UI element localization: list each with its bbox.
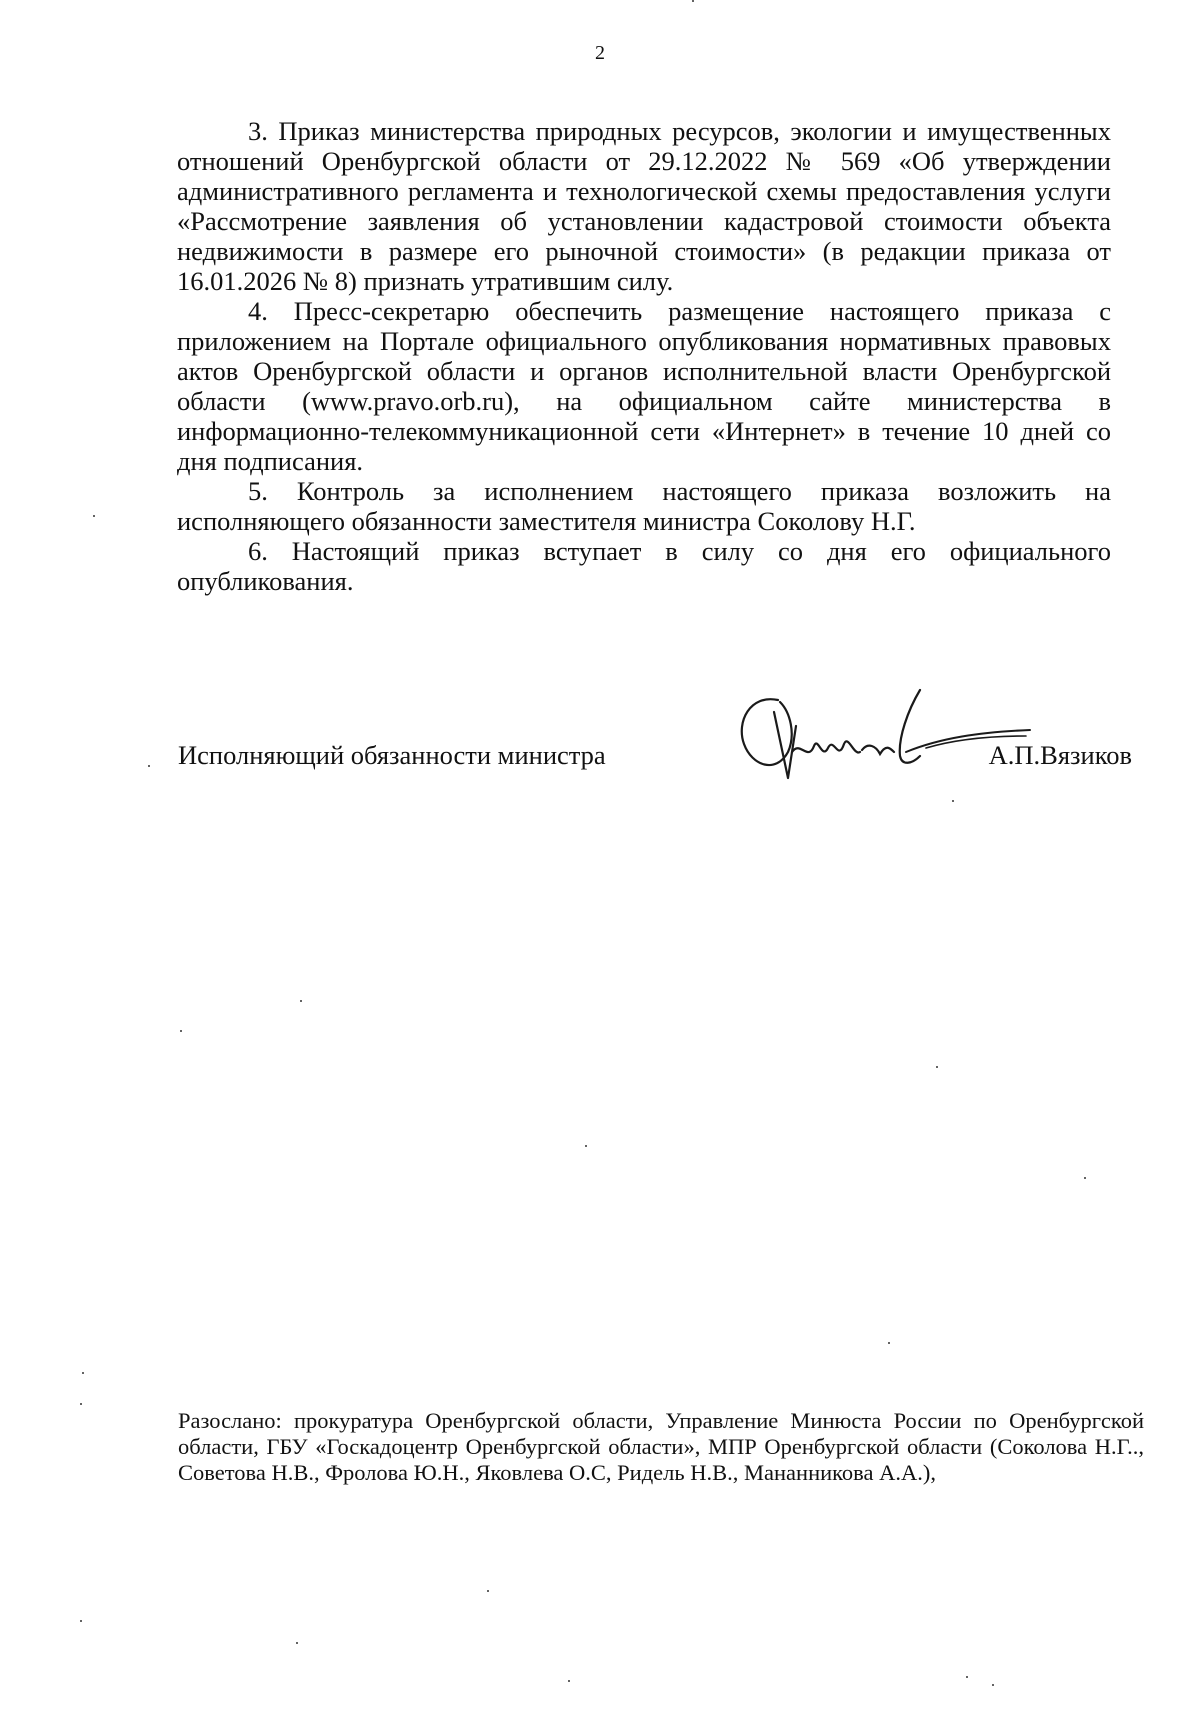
paragraph-6: 6. Настоящий приказ вступает в силу со дня его официального опубликования.	[177, 536, 1111, 596]
scan-speck	[93, 515, 95, 517]
scan-speck	[80, 1403, 82, 1405]
paragraph-4: 4. Пресс-секретарю обеспечить размещение настоящего приказа с приложением на Портале официального опубликования нормативных правовых актов Оренбургской области и органов исполнительной власти Оренбургской области (www.pravo.orb.ru), на официальном сайте министерства в информационно-телекоммуникационной сети «Интернет» в течение 10 дней со дня подписания.	[177, 296, 1111, 476]
signatory-name: А.П.Вязиков	[988, 740, 1132, 770]
scan-speck	[82, 1372, 84, 1374]
scan-speck	[1084, 1177, 1086, 1179]
scan-speck	[296, 1642, 298, 1644]
scan-speck	[568, 1680, 570, 1682]
scan-speck	[952, 800, 954, 802]
distribution-list: Разослано: прокуратура Оренбургской области, Управление Минюста России по Оренбургской области, ГБУ «Госкадоцентр Оренбургской области», МПР Оренбургской области (Соколова Н.Г.., Советова Н.В., Фролова Ю.Н., Яковлева О.С, Ридель Н.В., Мананникова А.А.),	[178, 1408, 1144, 1485]
scan-speck	[888, 1342, 890, 1344]
scan-speck	[487, 1590, 489, 1592]
scan-speck	[80, 1620, 82, 1622]
scan-speck	[966, 1676, 968, 1678]
order-body	[177, 116, 1111, 596]
scan-speck	[936, 1066, 938, 1068]
page-number: 2	[595, 42, 605, 64]
scan-speck	[585, 1145, 587, 1147]
scan-speck	[692, 0, 694, 2]
scan-speck	[148, 765, 150, 767]
signatory-title: Исполняющий обязанности министра	[178, 740, 606, 770]
paragraph-3: 3. Приказ министерства природных ресурсов, экологии и имущественных отношений Оренбургской области от 29.12.2022 № 569 «Об утверждении административного регламента и технологической схемы предоставления услуги «Рассмотрение заявления об установлении кадастровой стоимости объекта недвижимости в размере его рыночной стоимости» (в редакции приказа от 16.01.2026 № 8) признать утратившим силу.	[177, 116, 1111, 296]
scan-speck	[992, 1684, 994, 1686]
paragraph-5: 5. Контроль за исполнением настоящего приказа возложить на исполняющего обязанности заместителя министра Соколову Н.Г.	[177, 476, 1111, 536]
scan-speck	[180, 1030, 182, 1032]
scan-speck	[300, 1000, 302, 1002]
